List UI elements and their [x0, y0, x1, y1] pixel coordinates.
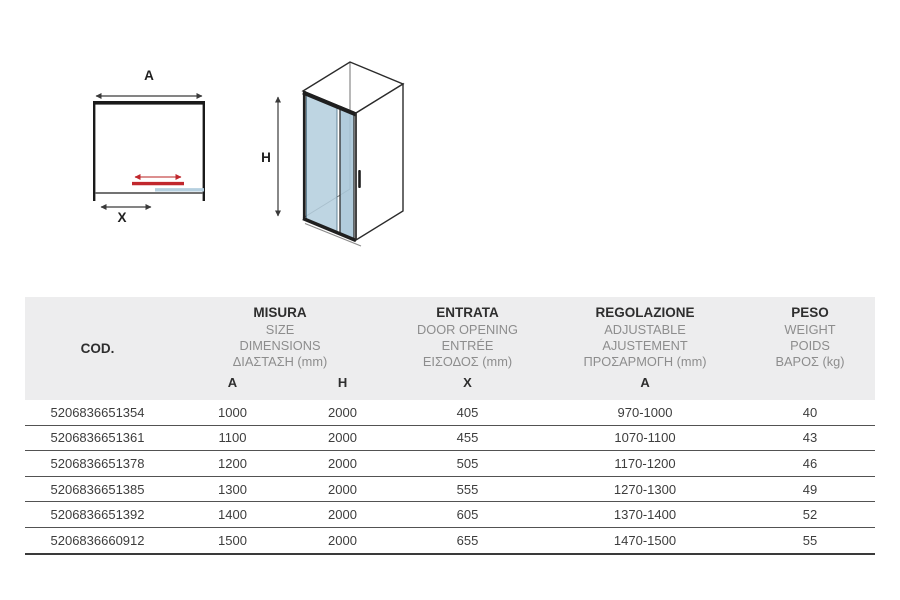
- cell-a: 1500: [170, 527, 295, 553]
- header-regolazione-fr: AJUSTEMENT: [602, 337, 688, 353]
- cell-h: 2000: [295, 527, 390, 553]
- header-misura-en: SIZE: [265, 321, 295, 337]
- table-row: [25, 400, 875, 425]
- glass-sliding-panel: [340, 106, 354, 239]
- header-entrata: [390, 297, 545, 375]
- cell-h: 2000: [295, 451, 390, 477]
- header-entrata-fr: ENTRÉE: [441, 337, 494, 353]
- subheader-reg-a: A: [545, 375, 745, 400]
- spec-table-body: [25, 400, 875, 554]
- cell-h: 2000: [295, 502, 390, 528]
- height-dimension-label: H: [261, 150, 271, 165]
- table-row: [25, 476, 875, 502]
- cell-peso: 49: [745, 476, 875, 502]
- cell-reg: 970-1000: [545, 400, 745, 425]
- cell-h: 2000: [295, 425, 390, 451]
- header-cod-label: COD.: [80, 341, 115, 356]
- cell-a: 1300: [170, 476, 295, 502]
- cell-peso: 43: [745, 425, 875, 451]
- cell-peso: 40: [745, 400, 875, 425]
- header-regolazione: [545, 297, 745, 375]
- cell-reg: 1470-1500: [545, 527, 745, 553]
- cell-x: 655: [390, 527, 545, 553]
- cell-peso: 55: [745, 527, 875, 553]
- cell-a: 1400: [170, 502, 295, 528]
- spec-table-header: [25, 297, 875, 400]
- cell-a: 1100: [170, 425, 295, 451]
- header-misura-gr: ΔΙΑΣΤΑΣΗ (mm): [232, 354, 328, 370]
- table-row: [25, 502, 875, 528]
- table-row: [25, 451, 875, 477]
- cell-cod: 5206836651385: [25, 476, 170, 502]
- isometric-view-diagram: [261, 62, 403, 246]
- header-peso-en: WEIGHT: [784, 321, 836, 337]
- cell-h: 2000: [295, 476, 390, 502]
- header-peso: [745, 297, 875, 400]
- cell-x: 455: [390, 425, 545, 451]
- cell-h: 2000: [295, 400, 390, 425]
- header-cod: [25, 297, 170, 400]
- technical-drawings: [0, 0, 900, 290]
- cell-reg: 1170-1200: [545, 451, 745, 477]
- cell-peso: 52: [745, 502, 875, 528]
- cell-x: 405: [390, 400, 545, 425]
- cell-x: 505: [390, 451, 545, 477]
- table-row: [25, 425, 875, 451]
- cell-cod: 5206836660912: [25, 527, 170, 553]
- subheader-x: X: [390, 375, 545, 400]
- cell-cod: 5206836651354: [25, 400, 170, 425]
- subheader-a: A: [170, 375, 295, 400]
- cell-peso: 46: [745, 451, 875, 477]
- wall-top: [93, 101, 205, 105]
- cell-x: 605: [390, 502, 545, 528]
- header-regolazione-title: REGOLAZIONE: [595, 305, 695, 320]
- cell-reg: 1270-1300: [545, 476, 745, 502]
- cell-reg: 1370-1400: [545, 502, 745, 528]
- cell-cod: 5206836651361: [25, 425, 170, 451]
- header-regolazione-en: ADJUSTABLE: [604, 321, 686, 337]
- width-dimension-label: A: [144, 68, 154, 83]
- cell-cod: 5206836651392: [25, 502, 170, 528]
- header-misura: [170, 297, 390, 375]
- cell-reg: 1070-1100: [545, 425, 745, 451]
- top-view-diagram: [93, 68, 205, 225]
- cell-x: 555: [390, 476, 545, 502]
- header-peso-gr: ΒΑΡΟΣ (kg): [775, 354, 845, 370]
- opening-dimension-label: X: [117, 210, 127, 225]
- header-misura-fr: DIMENSIONS: [239, 337, 321, 353]
- header-entrata-en: DOOR OPENING: [417, 321, 518, 337]
- cell-a: 1200: [170, 451, 295, 477]
- cell-a: 1000: [170, 400, 295, 425]
- cell-cod: 5206836651378: [25, 451, 170, 477]
- table-row: [25, 527, 875, 553]
- header-entrata-gr: ΕΙΣΟΔΟΣ (mm): [422, 354, 513, 370]
- header-peso-title: PESO: [791, 305, 829, 320]
- glass-fixed-panel: [307, 93, 338, 233]
- spec-table: [25, 297, 875, 555]
- header-regolazione-gr: ΠΡΟΣΑΡΜΟΓΗ (mm): [583, 354, 707, 370]
- subheader-h: H: [295, 375, 390, 400]
- header-peso-fr: POIDS: [790, 337, 830, 353]
- door-handle: [358, 170, 361, 188]
- drawings-svg: [0, 0, 900, 290]
- header-misura-title: MISURA: [253, 305, 307, 320]
- header-entrata-title: ENTRATA: [436, 305, 499, 320]
